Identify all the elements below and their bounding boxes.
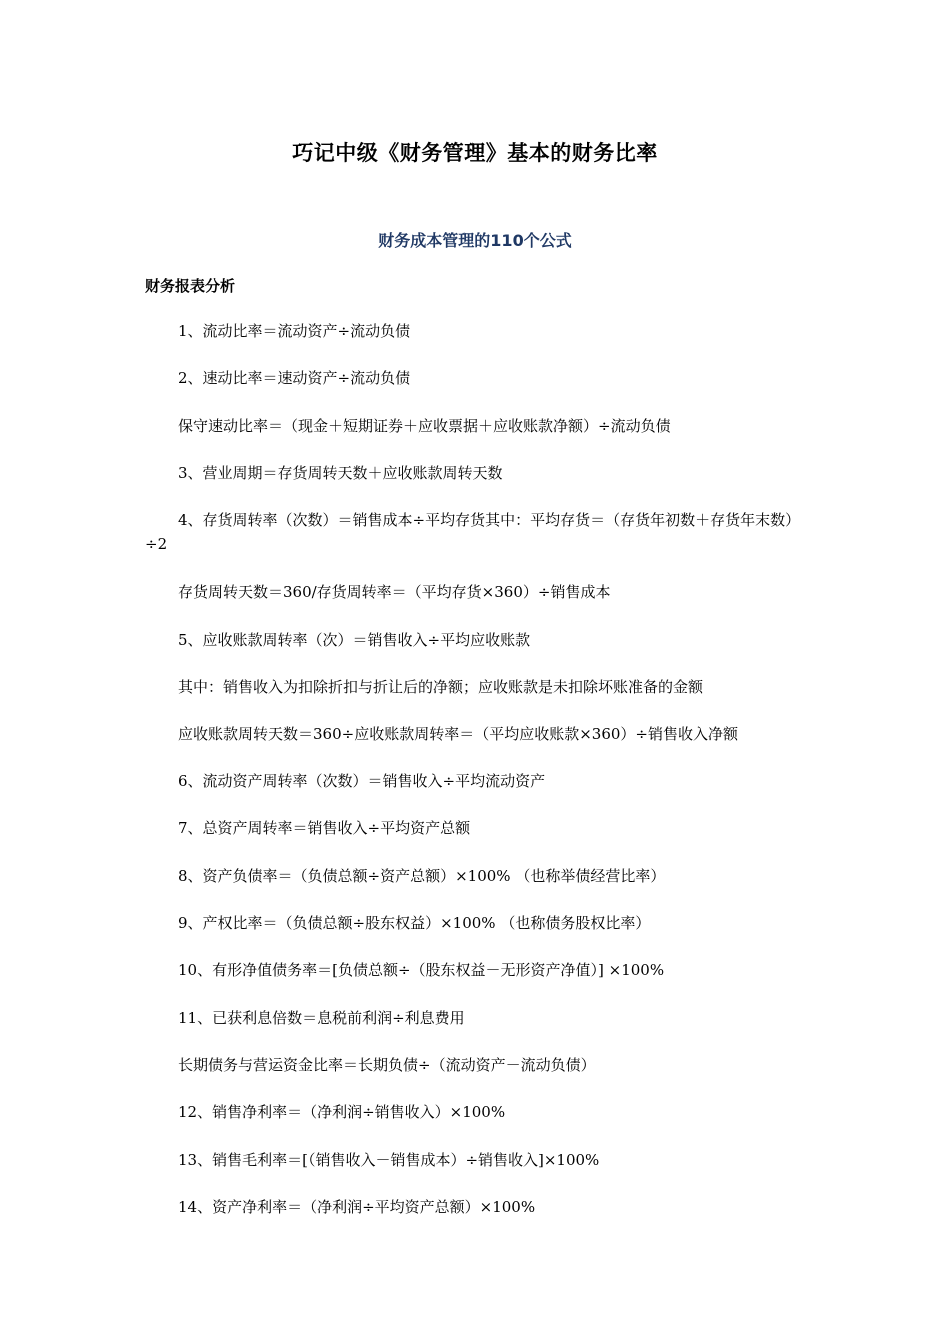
- formula-line-equity-ratio: 9、产权比率＝（负债总额÷股东权益）×100% （也称债务股权比率）: [178, 914, 651, 932]
- formula-line-return-on-assets: 14、资产净利率＝（净利润÷平均资产总额）×100%: [178, 1198, 536, 1216]
- formula-line-operating-cycle: 3、营业周期＝存货周转天数＋应收账款周转天数: [178, 464, 503, 482]
- formula-line-net-profit-margin: 12、销售净利率＝（净利润÷销售收入）×100%: [178, 1103, 506, 1121]
- formula-line-receivables-note: 其中：销售收入为扣除折扣与折让后的净额；应收账款是未扣除坏账准备的金额: [178, 678, 704, 696]
- section-heading: 财务报表分析: [145, 277, 236, 295]
- formula-line-inventory-days: 存货周转天数＝360/存货周转率＝（平均存货×360）÷销售成本: [178, 583, 611, 601]
- formula-line-current-ratio: 1、流动比率＝流动资产÷流动负债: [178, 322, 411, 340]
- document-subtitle: 财务成本管理的110个公式: [378, 231, 572, 250]
- formula-line-quick-ratio: 2、速动比率＝速动资产÷流动负债: [178, 369, 411, 387]
- formula-line-inventory-turnover: 4、存货周转率（次数）＝销售成本÷平均存货其中：平均存货＝（存货年初数＋存货年末数）÷2: [145, 511, 801, 553]
- formula-line-gross-margin: 13、销售毛利率＝[（销售收入－销售成本）÷销售收入]×100%: [178, 1151, 600, 1169]
- document-title: 巧记中级《财务管理》基本的财务比率: [292, 141, 658, 165]
- formula-line-receivables-turnover: 5、应收账款周转率（次）＝销售收入÷平均应收账款: [178, 631, 531, 649]
- formula-line-debt-ratio: 8、资产负债率＝（负债总额÷资产总额）×100% （也称举债经营比率）: [178, 867, 666, 885]
- formula-line-conservative-quick-ratio: 保守速动比率＝（现金＋短期证券＋应收票据＋应收账款净额）÷流动负债: [178, 417, 671, 435]
- formula-line-receivables-days: 应收账款周转天数＝360÷应收账款周转率＝（平均应收账款×360）÷销售收入净额: [178, 725, 738, 743]
- formula-line-long-term-debt-working-capital: 长期债务与营运资金比率＝长期负债÷（流动资产－流动负债）: [178, 1056, 596, 1074]
- formula-line-current-asset-turnover: 6、流动资产周转率（次数）＝销售收入÷平均流动资产: [178, 772, 546, 790]
- formula-line-interest-coverage: 11、已获利息倍数＝息税前利润÷利息费用: [178, 1009, 465, 1027]
- formula-line-total-asset-turnover: 7、总资产周转率＝销售收入÷平均资产总额: [178, 819, 471, 837]
- formula-line-tangible-net-worth-debt: 10、有形净值债务率＝[负债总额÷（股东权益－无形资产净值）] ×100%: [178, 961, 665, 979]
